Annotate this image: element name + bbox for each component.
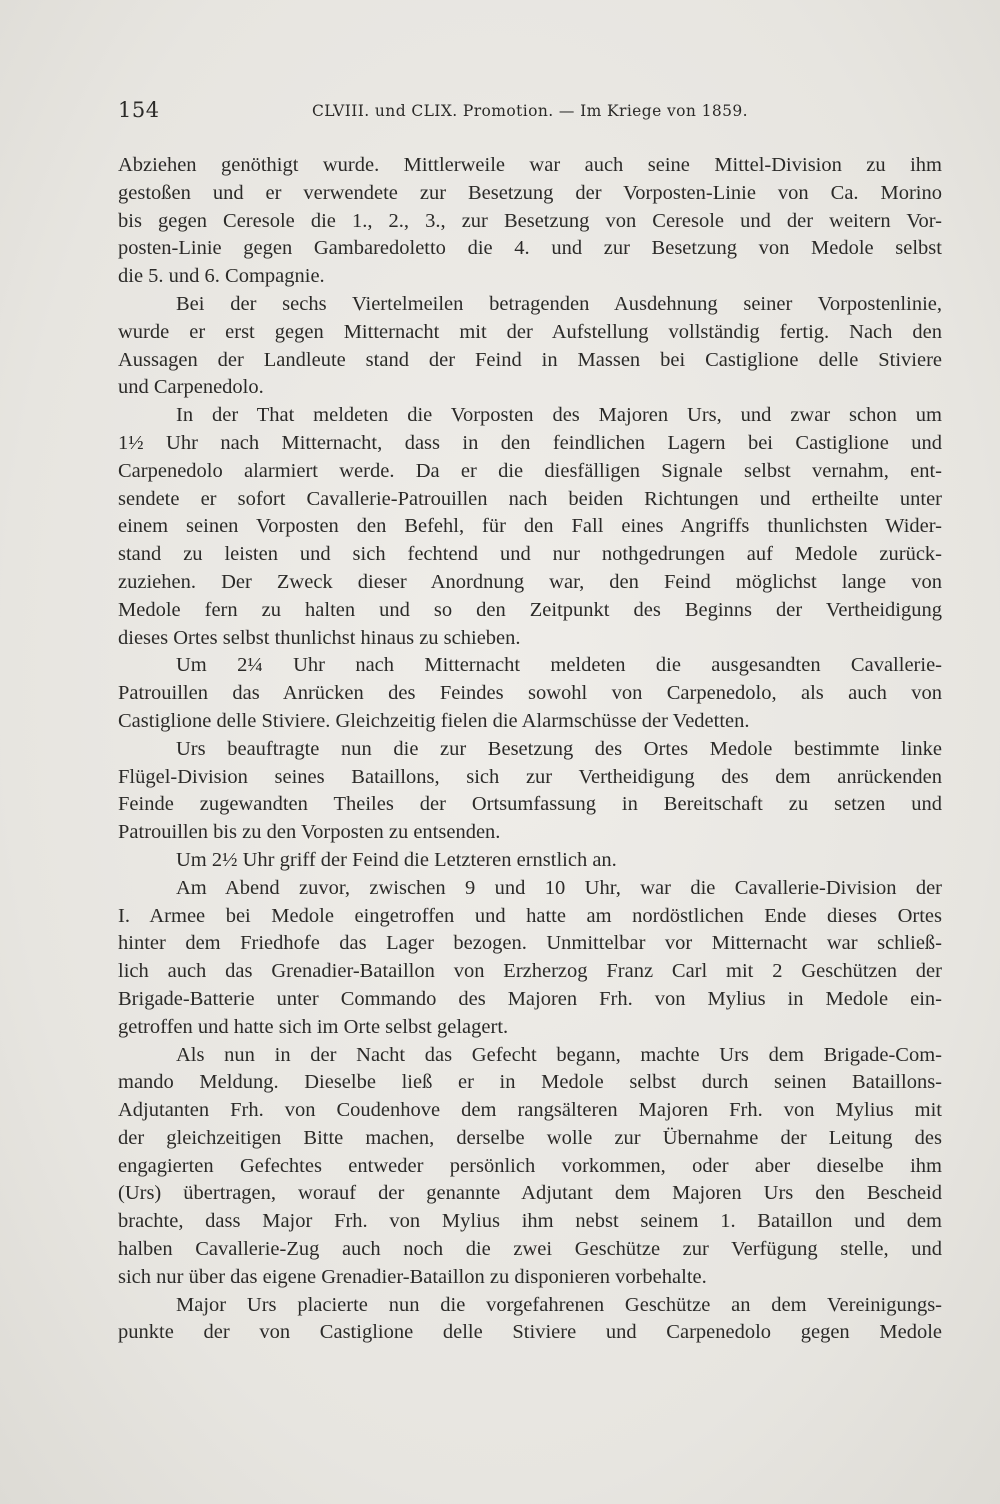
text-line: stand zu leisten und sich fechtend und nur nothgedrungen auf Medole zurück- — [118, 543, 942, 566]
text-line: Aussagen der Landleute stand der Feind in Massen bei Castiglione delle Stiviere — [118, 348, 942, 371]
paragraph — [118, 847, 942, 875]
page-header — [118, 98, 948, 128]
text-line: Um 2¼ Uhr nach Mitternacht meldeten die ausgesandten Cavallerie- — [176, 654, 942, 677]
paragraph — [118, 291, 942, 402]
text-line: gestoßen und er verwendete zur Besetzung der Vorposten-Linie von Ca. Morino — [118, 181, 942, 204]
text-line: Brigade-Batterie unter Commando des Majoren Frh. von Mylius in Medole ein- — [118, 987, 942, 1010]
paragraph — [118, 402, 942, 652]
text-line: sendete er sofort Cavallerie-Patrouillen nach beiden Richtungen und ertheilte unter — [118, 487, 942, 510]
paragraph — [118, 1292, 942, 1348]
text-line: Bei der sechs Viertelmeilen betragenden Ausdehnung seiner Vorpostenlinie, — [176, 292, 942, 315]
page-number: 154 — [118, 98, 160, 122]
text-line: Urs beauftragte nun die zur Besetzung des Ortes Medole bestimmte linke — [176, 737, 942, 760]
text-line: zuziehen. Der Zweck dieser Anordnung war, den Feind möglichst lange von — [118, 570, 942, 593]
running-title: CLVIII. und CLIX. Promotion. — Im Kriege von 1859. — [312, 102, 748, 120]
text-line: brachte, dass Major Frh. von Mylius ihm nebst seinem 1. Bataillon und dem — [118, 1210, 942, 1233]
text-line: engagierten Gefechtes entweder persönlich vorkommen, oder aber dieselbe ihm — [118, 1154, 942, 1177]
text-line: Castiglione delle Stiviere. Gleichzeitig fielen die Alarmschüsse der Vedetten. — [118, 709, 750, 732]
text-line: Um 2½ Uhr griff der Feind die Letzteren ernstlich an. — [176, 848, 617, 871]
text-line: Abziehen genöthigt wurde. Mittlerweile war auch seine Mittel-Division zu ihm — [118, 154, 942, 176]
text-line: Patrouillen bis zu den Vorposten zu entsenden. — [118, 821, 501, 844]
text-line: einem seinen Vorposten den Befehl, für den Fall eines Angriffs thunlichsten Wider- — [118, 515, 942, 538]
text-line: dieses Ortes selbst thunlichst hinaus zu schieben. — [118, 626, 521, 649]
text-line: getroffen und hatte sich im Orte selbst gelagert. — [118, 1015, 509, 1038]
text-line: die 5. und 6. Compagnie. — [118, 265, 325, 288]
text-line: Patrouillen das Anrücken des Feindes sowohl von Carpenedolo, als auch von — [118, 682, 942, 705]
text-line: Am Abend zuvor, zwischen 9 und 10 Uhr, war die Cavallerie-Division der — [176, 876, 942, 899]
paragraph — [118, 736, 942, 847]
text-line: Adjutanten Frh. von Coudenhove dem rangsälteren Majoren Frh. von Mylius mit — [118, 1099, 942, 1122]
text-line: bis gegen Ceresole die 1., 2., 3., zur Besetzung von Ceresole und der weitern Vor- — [118, 209, 942, 232]
body-text — [118, 152, 942, 1347]
paragraph — [118, 652, 942, 735]
paragraph — [118, 875, 942, 1042]
text-line: Medole fern zu halten und so den Zeitpunkt des Beginns der Vertheidigung — [118, 598, 942, 621]
text-line: der gleichzeitigen Bitte machen, derselbe wolle zur Übernahme der Leitung des — [118, 1126, 942, 1149]
text-line: wurde er erst gegen Mitternacht mit der Aufstellung vollständig fertig. Nach den — [118, 320, 942, 343]
text-line: I. Armee bei Medole eingetroffen und hatte am nordöstlichen Ende dieses Ortes — [118, 904, 942, 927]
paragraph — [118, 1042, 942, 1292]
text-line: hinter dem Friedhofe das Lager bezogen. Unmittelbar vor Mitternacht war schließ- — [118, 932, 942, 955]
text-line: halben Cavallerie-Zug auch noch die zwei Geschütze zur Verfügung stelle, und — [118, 1238, 942, 1261]
text-line: posten-Linie gegen Gambaredoletto die 4. und zur Besetzung von Medole selbst — [118, 237, 942, 260]
text-line: mando Meldung. Dieselbe ließ er in Medole selbst durch seinen Bataillons- — [118, 1071, 942, 1094]
text-line: und Carpenedolo. — [118, 376, 264, 399]
text-line: Feinde zugewandten Theiles der Ortsumfassung in Bereitschaft zu setzen und — [118, 793, 942, 816]
text-line: (Urs) übertragen, worauf der genannte Adjutant dem Majoren Urs den Bescheid — [118, 1182, 942, 1205]
text-line: Als nun in der Nacht das Gefecht begann, machte Urs dem Brigade-Com- — [176, 1043, 942, 1066]
text-line: In der That meldeten die Vorposten des Majoren Urs, und zwar schon um — [176, 404, 942, 427]
text-line: sich nur über das eigene Grenadier-Bataillon zu disponieren vorbehalte. — [118, 1265, 707, 1288]
text-line: Carpenedolo alarmiert werde. Da er die diesfälligen Signale selbst vernahm, ent- — [118, 459, 942, 482]
paragraph — [118, 152, 942, 291]
text-line: punkte der von Castiglione delle Stiviere und Carpenedolo gegen Medole — [118, 1321, 942, 1344]
text-line: Flügel-Division seines Bataillons, sich zur Vertheidigung des dem anrückenden — [118, 765, 942, 788]
text-line: lich auch das Grenadier-Bataillon von Erzherzog Franz Carl mit 2 Geschützen der — [118, 960, 942, 983]
text-line: Major Urs placierte nun die vorgefahrenen Geschütze an dem Vereinigungs- — [176, 1293, 942, 1316]
text-line: 1½ Uhr nach Mitternacht, dass in den feindlichen Lagern bei Castiglione und — [118, 431, 942, 454]
